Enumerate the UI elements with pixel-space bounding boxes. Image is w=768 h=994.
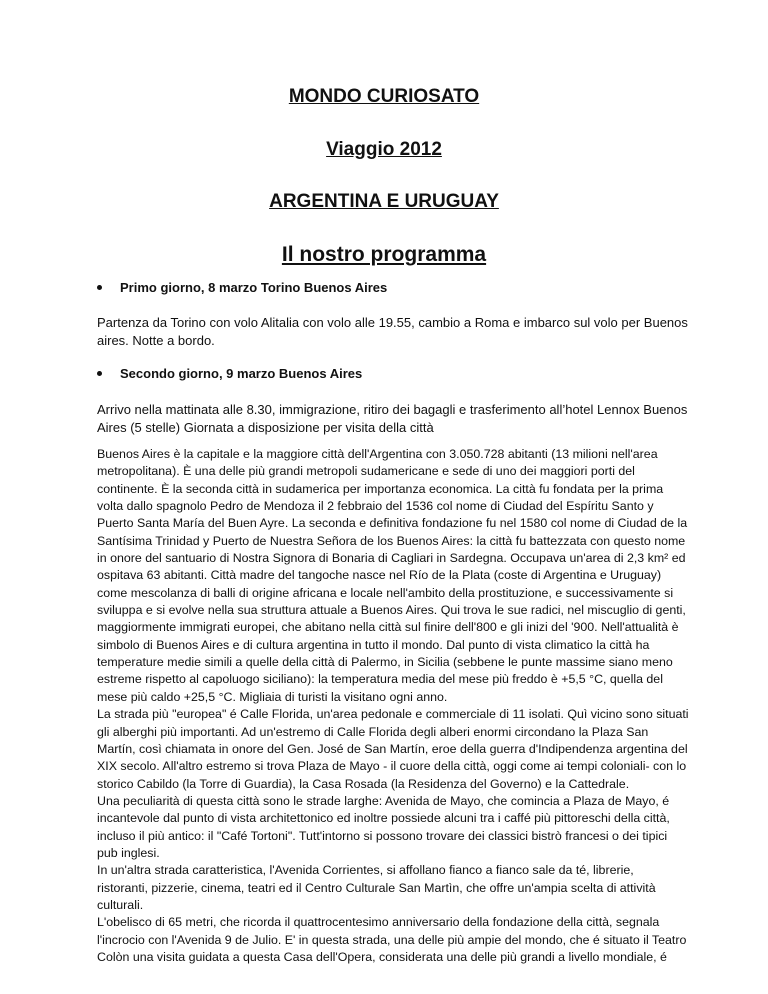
text-line: Colòn una visita guidata a questa Casa dell'Opera, considerata una delle più grandi a livello mondiale, é	[97, 949, 667, 964]
text-line: sviluppa e si evolve nella sua struttura attuale a Buenos Aires. Qui trova le sue radici, nel miscuglio di genti,	[97, 603, 686, 618]
text-line: continente. È la seconda città in sudamerica per importanza economica. La città fu fondata per la prima	[97, 481, 664, 496]
document-title: MONDO CURIOSATO	[288, 86, 480, 107]
text-line: incantevole dal punto di vista architettonico ed inoltre possiede alcuni tra i caffé più pittoreschi della città,	[97, 811, 670, 826]
text-line: Santísima Trinidad y Puerto de Nuestra Señora de los Buenos Aires: la città fu battezzata con questo nome	[97, 533, 686, 548]
day2-heading	[97, 366, 362, 381]
bullet-icon	[97, 371, 102, 376]
day1-heading	[97, 280, 387, 295]
text-line: pub inglesi.	[97, 845, 160, 860]
text-line: estreme rispetto al capoluogo siciliano): la temperatura media del mese più freddo è +5,5 °C, quella del	[97, 672, 663, 687]
trip-year-title: Viaggio 2012	[326, 139, 442, 160]
text-line: Aires (5 stelle) Giornata a disposizione per visita della città	[97, 420, 434, 436]
text-line: Martín, così chiamata in onore del Gen. José de San Martín, eroe della guerra d'Indipendenza argentina del	[97, 741, 688, 756]
text-line: l'incrocio con l'Avenida 9 de Julio. E' in questa strada, una delle più ampie del mondo, che é situato il Teatro	[97, 932, 687, 947]
day2-intro-paragraph	[97, 401, 687, 438]
text-line: gli alberghi più importanti. Ad un'estremo di Calle Florida degli alberi enormi circondano la Plaza San	[97, 724, 649, 739]
text-line: Arrivo nella mattinata alle 8.30, immigrazione, ritiro dei bagagli e trasferimento all’hotel Lennox Buenos	[97, 402, 688, 417]
text-line: in onore del santuario di Nostra Signora di Bonaria di Cagliari in Sardegna. Occupava un'area di 2,3 km² ed	[97, 551, 686, 566]
text-line: Partenza da Torino con volo Alitalia con volo alle 19.55, cambio a Roma e imbarco sul volo per Buenos	[97, 315, 688, 330]
text-line: In un'altra strada caratteristica, l'Avenida Corrientes, si affollano fianco a fianco sale da té, librerie,	[97, 863, 634, 878]
text-line: volta dallo spagnolo Pedro de Mendoza il 2 febbraio del 1536 col nome di Ciudad del Espíritu Santo y	[97, 499, 654, 514]
text-line: come mescolanza di balli di origine africana e locale nell'ambito della prostituzione, e successivamente si	[97, 585, 674, 600]
day1-heading-text: Primo giorno, 8 marzo Torino Buenos Aires	[120, 280, 388, 295]
text-line: culturali.	[97, 897, 144, 912]
text-line: ristoranti, pizzerie, cinema, teatri ed il Centro Culturale San Martìn, che offre un'ampia scelta di attività	[97, 880, 656, 895]
text-line: temperature medie simili a quelle della città di Palermo, in Sicilia (sebbene le punte massime siano meno	[97, 655, 673, 670]
program-title: Il nostro programma	[281, 243, 487, 266]
text-line: La strada più "europea" é Calle Florida, un'area pedonale e commerciale di 11 isolati. Quì vicino sono situati	[97, 707, 689, 722]
text-line: metropolitana). È una delle più grandi metropoli sudamericane e sede di uno dei maggiori porti del	[97, 464, 635, 479]
text-line: Una peculiarità di questa città sono le strade larghe: Avenida de Mayo, che comincia a Plaza de Mayo, é	[97, 793, 670, 808]
text-line: ospitava 63 abitanti. Città madre del tangoche nasce nel Río de la Plata (coste di Argentina e Uruguay)	[97, 568, 662, 583]
text-line: simbolo di Buenos Aires e di cultura argentina in tutto il mondo. Dal punto di vista climatico la città ha	[97, 637, 650, 652]
destination-title: ARGENTINA E URUGUAY	[269, 191, 499, 212]
bullet-icon	[97, 285, 102, 290]
text-line: mese più caldo +25,5 °C. Migliaia di turisti la visitano ogni anno.	[97, 689, 448, 704]
buenos-aires-description	[97, 446, 687, 966]
text-line: aires. Notte a bordo.	[97, 333, 215, 349]
text-line: Buenos Aires è la capitale e la maggiore città dell'Argentina con 3.050.728 abitanti (13 milioni nell'area	[97, 447, 658, 461]
text-line: incluso il più antico: il "Café Tortoni". Tutt'intorno si possono trovare dei classici bistrò francesi o dei tipici	[97, 828, 668, 843]
text-line: storico Cabildo (la Torre di Guardia), la Casa Rosada (la Residenza del Governo) e la Cattedrale.	[97, 776, 630, 791]
day1-paragraph	[97, 314, 687, 351]
text-line: L'obelisco di 65 metri, che ricorda il quattrocentesimo anniversario della fondazione della città, segnala	[97, 915, 660, 930]
day2-heading-text: Secondo giorno, 9 marzo Buenos Aires	[120, 366, 363, 381]
text-line: maggiormente immigrati europei, che abitano nella città sul finire dell'800 e gli inizi del '900. Nell'attualità è	[97, 620, 679, 635]
text-line: XIX secolo. All'altro estremo si trova Plaza de Mayo - il cuore della città, oggi come ai tempi coloniali- con lo	[97, 759, 687, 774]
text-line: Puerto Santa María del Buen Ayre. La seconda e definitiva fondazione fu nel 1580 col nome di Ciudad de la	[97, 516, 688, 531]
